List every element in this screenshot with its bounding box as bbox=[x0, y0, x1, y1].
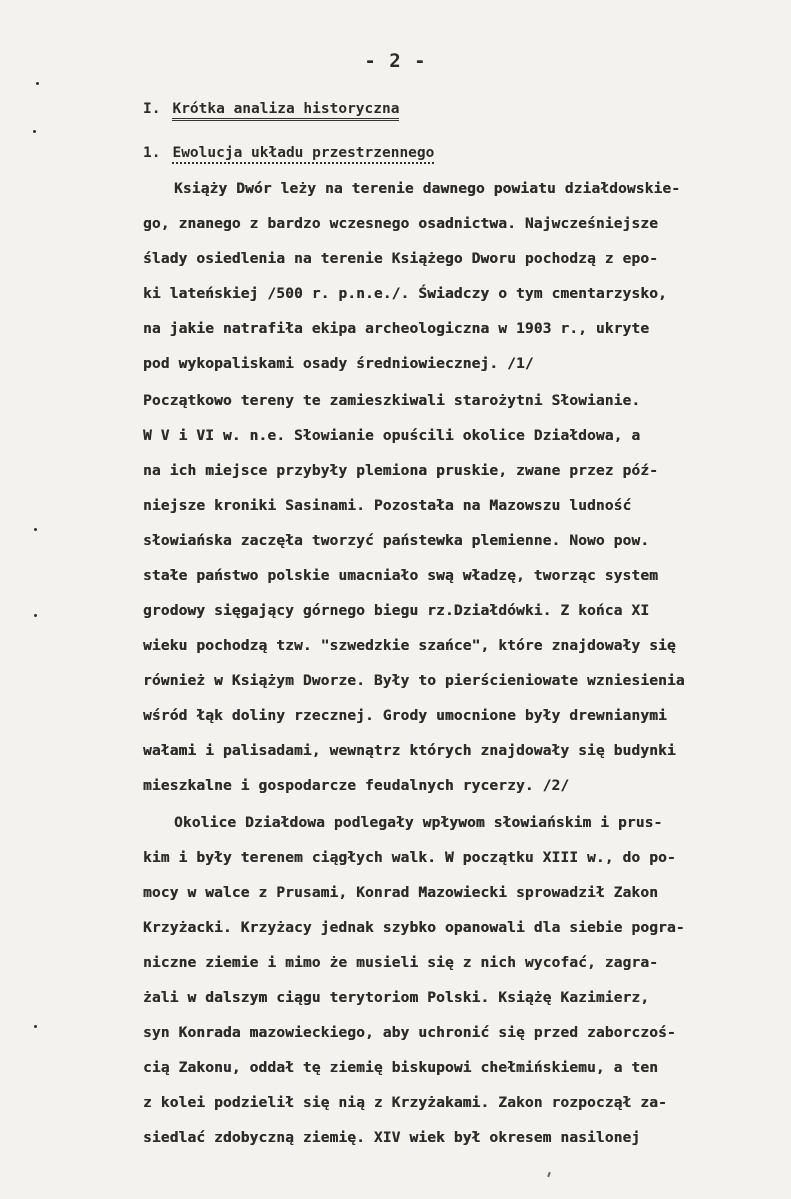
subsection-heading-number: 1. bbox=[143, 145, 161, 161]
margin-mark bbox=[34, 614, 37, 617]
text-line: na jakie natrafiła ekipa archeologiczna w 1903 r., ukryte bbox=[143, 321, 650, 337]
text-line: siedlać zdobyczną ziemię. XIV wiek był okresem nasilonej bbox=[143, 1130, 641, 1146]
section-heading-text: Krótka analiza historyczna bbox=[172, 101, 399, 121]
text-line: słowiańska zaczęła tworzyć państewka plemienne. Nowo pow. bbox=[143, 533, 650, 549]
text-line: syn Konrada mazowieckiego, aby uchronić się przed zaborczoś- bbox=[143, 1025, 676, 1041]
page-number: - 2 - bbox=[364, 50, 427, 72]
subsection-heading bbox=[143, 145, 434, 161]
text-line: cią Zakonu, oddał tę ziemię biskupowi chełmińskiemu, a ten bbox=[143, 1060, 659, 1076]
text-line: z kolei podzielił się nią z Krzyżakami. Zakon rozpoczął za- bbox=[143, 1095, 667, 1111]
margin-mark bbox=[36, 82, 39, 85]
margin-mark bbox=[34, 1025, 37, 1028]
text-line: Początkowo tereny te zamieszkiwali starożytni Słowianie. bbox=[143, 393, 641, 409]
text-line: wieku pochodzą tzw. "szwedzkie szańce", które znajdowały się bbox=[143, 638, 676, 654]
text-line: mieszkalne i gospodarcze feudalnych rycerzy. /2/ bbox=[143, 778, 570, 794]
text-line: niczne ziemie i mimo że musieli się z nich wycofać, zagra- bbox=[143, 955, 659, 971]
text-line: wśród łąk doliny rzecznej. Grody umocnione były drewnianymi bbox=[143, 708, 667, 724]
subsection-heading-text: Ewolucja układu przestrzennego bbox=[172, 145, 434, 164]
text-line: wałami i palisadami, wewnątrz których znajdowały się budynki bbox=[143, 743, 676, 759]
margin-mark bbox=[34, 528, 37, 531]
section-heading bbox=[143, 101, 399, 117]
section-heading-number: I. bbox=[143, 101, 161, 117]
text-line: W V i VI w. n.e. Słowianie opuścili okolice Działdowa, a bbox=[143, 428, 641, 444]
text-line: ślady osiedlenia na terenie Książego Dworu pochodzą z epo- bbox=[143, 251, 659, 267]
margin-mark bbox=[33, 130, 36, 133]
text-line: kim i były terenem ciągłych walk. W początku XIII w., do po- bbox=[143, 850, 676, 866]
text-line: Książy Dwór leży na terenie dawnego powiatu działdowskie- bbox=[174, 181, 681, 197]
text-line: niejsze kroniki Sasinami. Pozostała na Mazowszu ludność bbox=[143, 498, 632, 514]
text-line: pod wykopaliskami osady średniowiecznej. /1/ bbox=[143, 356, 534, 372]
text-line: żali w dalszym ciągu terytoriom Polski. Książę Kazimierz, bbox=[143, 990, 650, 1006]
text-line: grodowy sięgający górnego biegu rz.Działdówki. Z końca XI bbox=[143, 603, 650, 619]
text-line: stałe państwo polskie umacniało swą władzę, tworząc system bbox=[143, 568, 659, 584]
text-line: Krzyżacki. Krzyżacy jednak szybko opanowali dla siebie pogra- bbox=[143, 920, 685, 936]
text-line: mocy w walce z Prusami, Konrad Mazowiecki sprowadził Zakon bbox=[143, 885, 659, 901]
text-line: go, znanego z bardzo wczesnego osadnictwa. Najwcześniejsze bbox=[143, 216, 659, 232]
text-line: również w Książym Dworze. Były to pierścieniowate wzniesienia bbox=[143, 673, 685, 689]
text-line: Okolice Działdowa podlegały wpływom słowiańskim i prus- bbox=[174, 815, 663, 831]
text-line: ki lateńskiej /500 r. p.n.e./. Świadczy o tym cmentarzysko, bbox=[143, 286, 667, 302]
paper-speck bbox=[547, 1172, 551, 1177]
text-line: na ich miejsce przybyły plemiona pruskie, zwane przez póź- bbox=[143, 463, 659, 479]
